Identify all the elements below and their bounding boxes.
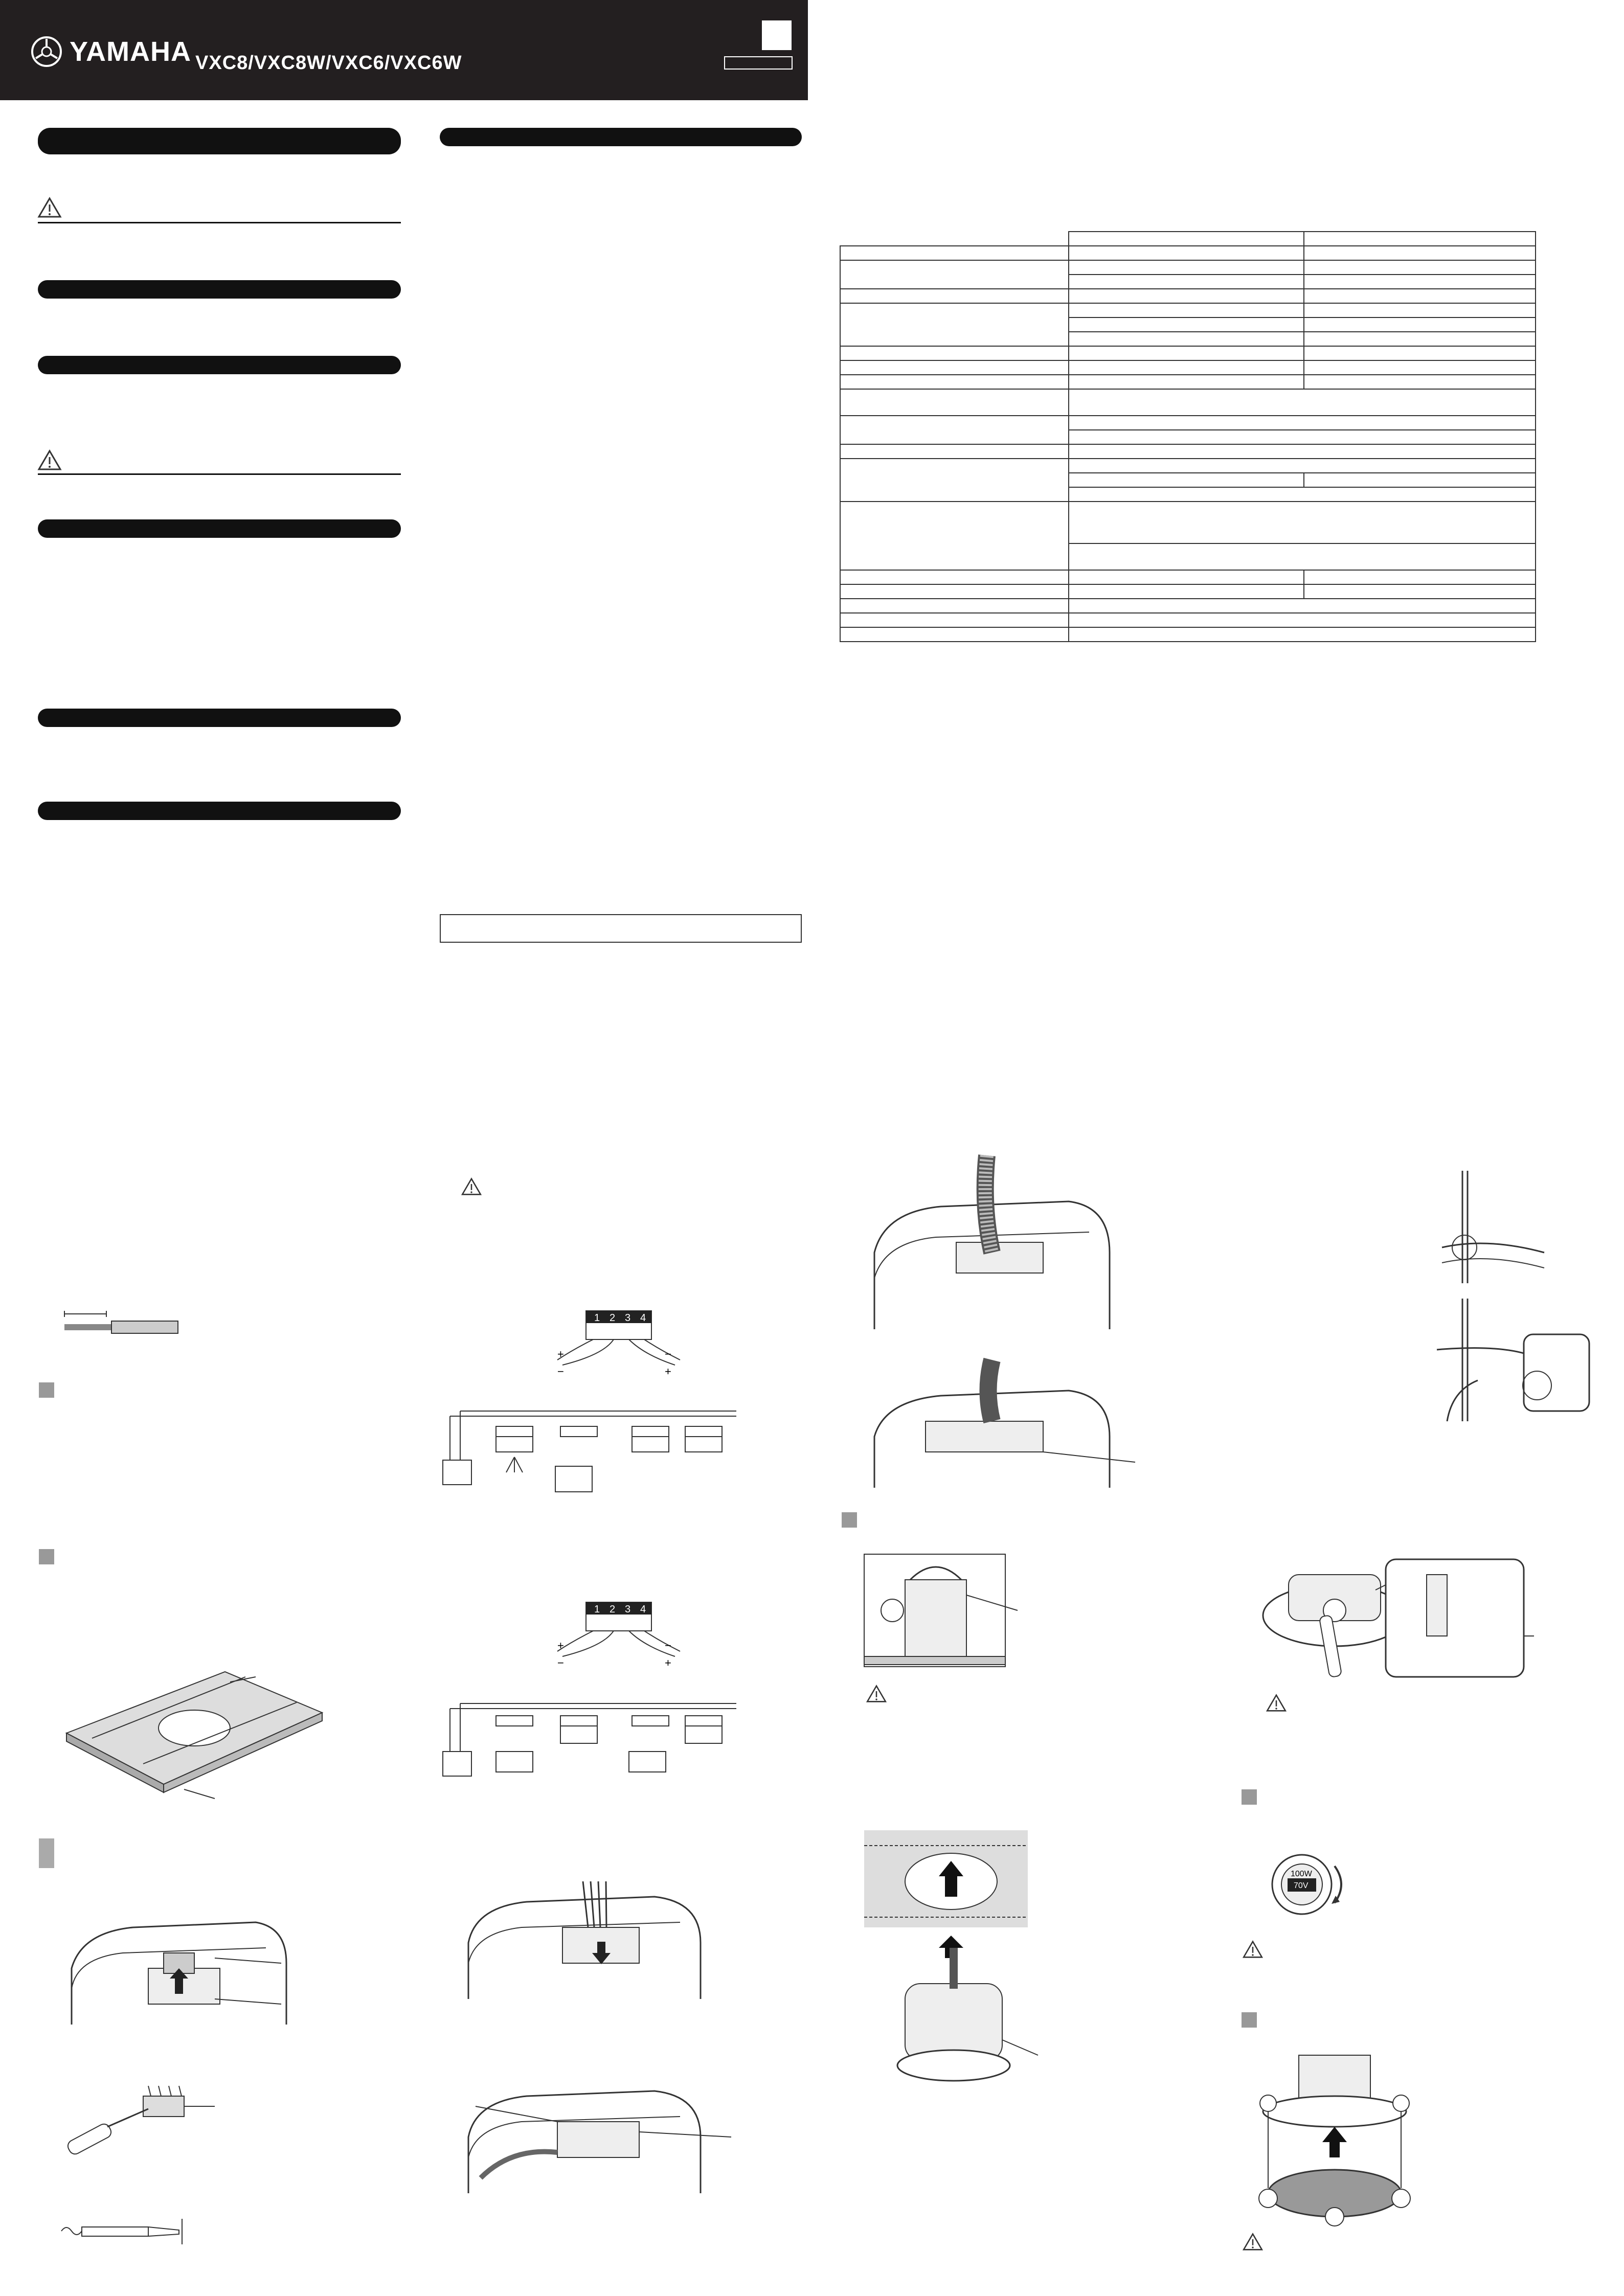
terminal-number: 1 [594, 1604, 600, 1615]
section-heading-bar-7 [440, 128, 802, 146]
table-row [840, 502, 1536, 543]
speaker-with-conduit-illustration [869, 1155, 1115, 1339]
speaker-ceiling-insertion-illustration [864, 1820, 1038, 2219]
table-row [840, 627, 1536, 642]
tap-wattage: 100W [1291, 1870, 1312, 1878]
section-heading-bar-3 [38, 356, 401, 374]
terminal-number: 3 [625, 1312, 631, 1324]
terminal-number: 3 [625, 1604, 631, 1615]
bracket-close-up-illustration [1437, 1299, 1595, 1431]
table-row [840, 375, 1536, 389]
speaker-clamp-screw-illustration [1258, 1554, 1534, 1687]
polarity-sign: − [557, 1365, 564, 1378]
note-box [440, 914, 802, 943]
polarity-sign: + [665, 1656, 671, 1669]
warning-rule [38, 222, 401, 223]
table-row [840, 444, 1536, 459]
section-square-icon [39, 1549, 54, 1564]
brand-logo [31, 34, 191, 70]
table-row [840, 613, 1536, 627]
language-indicator-box [762, 20, 792, 50]
terminal-number: 4 [640, 1312, 646, 1324]
warning-triangle-icon [38, 450, 61, 470]
table-row [840, 599, 1536, 613]
polarity-sign: − [665, 1348, 671, 1360]
speaker-in-ceiling-side-illustration [864, 1554, 1069, 1672]
warning-triangle-icon [866, 1685, 887, 1702]
section-heading-bar-1 [38, 128, 401, 154]
table-row [840, 303, 1536, 317]
polarity-sign: + [557, 1639, 564, 1652]
section-square-icon [842, 1512, 857, 1528]
publication-code-box [724, 56, 793, 70]
table-row [840, 416, 1536, 430]
table-row [840, 389, 1536, 416]
wiring-diagram-series [440, 1600, 747, 1805]
tap-selector-dial [1268, 1851, 1350, 1922]
polarity-sign: − [557, 1656, 564, 1669]
section-square-icon [39, 1838, 54, 1868]
tap-voltage: 70V [1294, 1881, 1309, 1890]
ceiling-board-illustration [61, 1662, 327, 1810]
model-title: VXC8/VXC8W/VXC6/VXC6W [195, 52, 462, 74]
section-square-icon [39, 1382, 54, 1398]
table-row [840, 570, 1536, 584]
yamaha-tuning-fork-logo-icon [31, 36, 62, 67]
speaker-connector-installed-illustration [460, 2076, 736, 2203]
table-row [840, 289, 1536, 303]
connector-screwdriver-illustration [61, 2086, 225, 2152]
section-square-icon [1242, 2012, 1257, 2028]
terminal-number: 1 [594, 1312, 600, 1324]
brand-name: YAMAHA [70, 36, 192, 67]
table-row [840, 246, 1536, 260]
table-row [840, 360, 1536, 375]
warning-triangle-icon [461, 1178, 482, 1195]
table-row [840, 260, 1536, 275]
wiring-diagram-parallel [440, 1309, 747, 1513]
polarity-sign: + [665, 1365, 671, 1378]
section-heading-bar-5 [38, 709, 401, 727]
stripped-cable-illustration [60, 1309, 183, 1345]
table-row [840, 459, 1536, 473]
warning-triangle-icon [1243, 2233, 1263, 2250]
speaker-terminal-cover-illustration [61, 1912, 291, 2050]
tile-bridge-bracket-illustration [1442, 1171, 1544, 1293]
speaker-cable-insertion-illustration [460, 1881, 716, 2009]
polarity-sign: − [665, 1639, 671, 1652]
warning-triangle-icon [38, 197, 61, 218]
table-row [840, 584, 1536, 599]
section-square-icon [1242, 1789, 1257, 1805]
table-row [840, 232, 1536, 246]
table-row [840, 346, 1536, 360]
section-heading-bar-4 [38, 519, 401, 538]
terminal-number: 2 [610, 1312, 616, 1324]
section-heading-bar-6 [38, 802, 401, 820]
warning-triangle-icon [1266, 1694, 1287, 1712]
polarity-sign: + [557, 1348, 564, 1360]
warning-rule [38, 473, 401, 475]
section-heading-bar-2 [38, 280, 401, 299]
terminal-number: 4 [640, 1604, 646, 1615]
screwdriver-tip-illustration [61, 2214, 194, 2249]
speaker-conduit-cover-illustration [869, 1360, 1145, 1493]
warning-triangle-icon [1243, 1941, 1263, 1958]
specifications-table [840, 231, 1536, 642]
grille-attachment-illustration [1258, 2055, 1411, 2224]
terminal-number: 2 [610, 1604, 616, 1615]
